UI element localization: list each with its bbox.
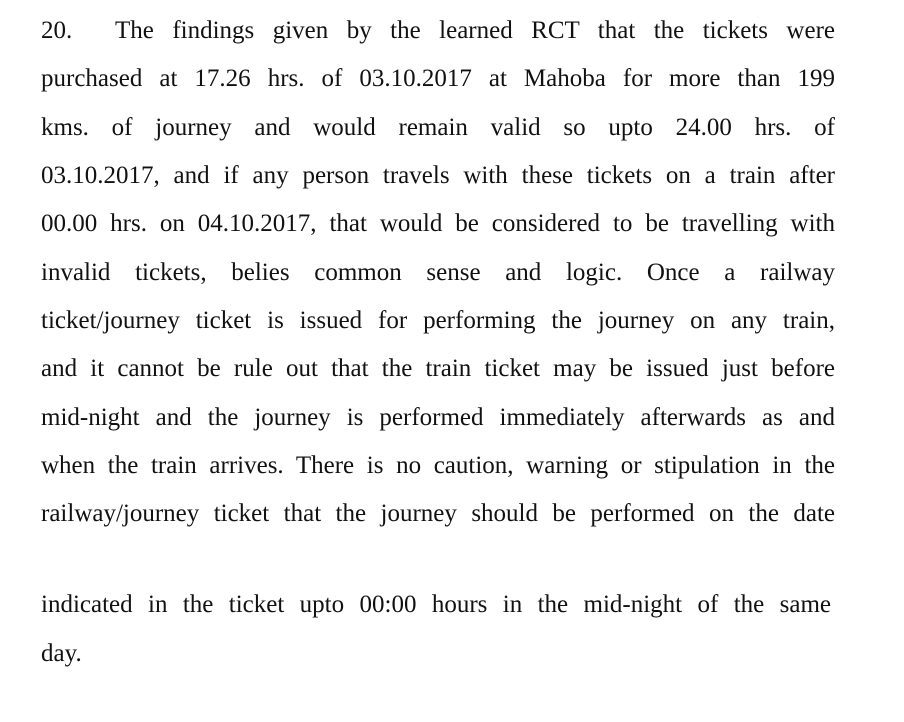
paragraph-line-5: 00.00 hrs. on 04.10.2017, that would be considered to be travelling with	[41, 210, 835, 237]
paragraph-line-4: 03.10.2017, and if any person travels with these tickets on a train after	[41, 162, 835, 189]
paragraph-line-8: and it cannot be rule out that the train ticket may be issued just before	[41, 355, 835, 382]
paragraph-line-9: mid-night and the journey is performed immediately afterwards as and	[41, 404, 835, 431]
continuation-line-2: day.	[41, 640, 82, 667]
paragraph-line-3: kms. of journey and would remain valid so upto 24.00 hrs. of	[41, 114, 835, 141]
paragraph-line-11: railway/journey ticket that the journey should be performed on the date	[41, 500, 835, 527]
paragraph-line-2: purchased at 17.26 hrs. of 03.10.2017 at Mahoba for more than 199	[41, 65, 835, 92]
paragraph-line-1	[41, 16, 835, 46]
continuation-line-1: indicated in the ticket upto 00:00 hours in the mid-night of the same	[41, 591, 831, 618]
paragraph-line-7: ticket/journey ticket is issued for performing the journey on any train,	[41, 307, 835, 334]
paragraph-number: 20.	[41, 17, 73, 44]
paragraph-line-6: invalid tickets, belies common sense and logic. Once a railway	[41, 259, 835, 286]
line-text: The findings given by the learned RCT that the tickets were	[115, 17, 835, 44]
paragraph-line-10: when the train arrives. There is no caution, warning or stipulation in the	[41, 452, 835, 479]
